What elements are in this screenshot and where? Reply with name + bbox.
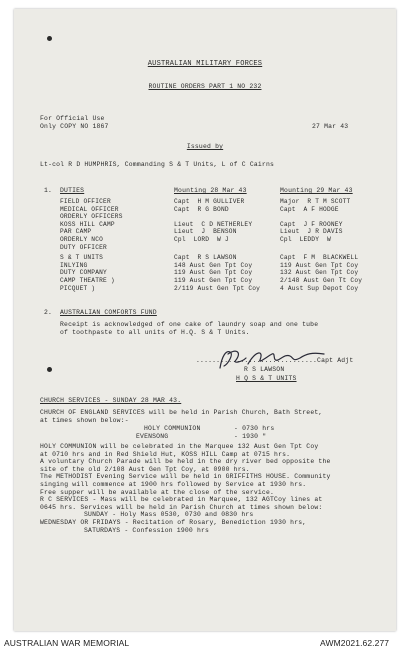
duty-name: S & T UNITS (60, 254, 104, 262)
mounting-29-heading: Mounting 29 Mar 43 (280, 187, 353, 194)
rc-service-time: SUNDAY - Holy Mass 0530, 0730 and 0830 hrs (84, 511, 254, 519)
service-time: - 0730 hrs (234, 425, 275, 432)
copy-number: Only COPY NO 1867 (40, 123, 109, 130)
mounting-28-value: Capt R S LAWSON (174, 254, 237, 262)
mounting-28-value: 2/119 Aust Gen Tpt Coy (174, 284, 261, 292)
mounting-29-value: 4 Aust Sup Depot Coy (280, 284, 359, 292)
section-2-heading: AUSTRALIAN COMFORTS FUND (60, 309, 157, 316)
duty-name: DUTY OFFICER (60, 243, 107, 251)
section-2-line: Receipt is acknowledged of one cake of laundry soap and one tube (60, 321, 319, 328)
church-heading: CHURCH SERVICES - SUNDAY 28 MAR 43. (40, 397, 182, 404)
mounting-29-value: Major R T M SCOTT (280, 198, 351, 205)
church-body-line: A voluntary Church Parade will be held in the dry river bed opposite the (40, 458, 331, 466)
church-body-line: at 0710 hrs and in Red Shield Hut, KOSS HILL Camp at 0715 hrs. (40, 450, 291, 458)
mounting-29-value: Capt J F ROONEY (280, 220, 343, 228)
duty-name: KOSS HILL CAMP (60, 220, 115, 228)
mounting-28-value: 119 Aust Gen Tpt Coy (174, 269, 253, 277)
duty-name: INLYING (60, 261, 88, 269)
section-1-heading: DUTIES (60, 187, 85, 194)
footer-source: AUSTRALIAN WAR MEMORIAL (4, 638, 130, 648)
signatory-unit: H Q S & T UNITS (236, 375, 297, 382)
section-2-number: 2. (44, 309, 53, 316)
document-header: AUSTRALIAN MILITARY FORCES (147, 60, 263, 68)
mounting-28-value: 119 Aust Gen Tpt Coy (174, 277, 253, 284)
mounting-29-value: Cpl LEDDY W (280, 236, 331, 243)
punch-hole-bottom (47, 367, 52, 372)
mounting-28-value: Lieut C D NETHERLEY (174, 220, 253, 228)
church-body-line: site of the old 2/108 Aust Gen Tpt Coy, at 0900 hrs. (40, 465, 250, 473)
rc-service-time: WEDNESDAY OR FRIDAYS - Recitation of Rosary, Benediction 1930 hrs, (40, 519, 307, 526)
service-time: - 1930 " (234, 433, 267, 440)
service-label: EVENSONG (136, 433, 169, 440)
duty-name: PAR CAMP (60, 228, 92, 236)
duty-name: ORDERLY OFFICERS (60, 213, 123, 221)
footer-accession: AWM2021.62.277 (320, 638, 390, 648)
church-intro: CHURCH OF ENGLAND SERVICES will be held in Parish Church, Bath Street, (40, 409, 323, 416)
document-date: 27 Mar 43 (312, 123, 349, 130)
issued-by: Issued by (186, 143, 224, 150)
document-sheet (14, 9, 396, 631)
mounting-29-value: 2/148 Aust Gen Tt Coy (280, 277, 363, 284)
mounting-29-value: Capt A F HODGE (280, 205, 339, 213)
signatory-name: R S LAWSON (244, 366, 285, 373)
church-body-line: HOLY COMMUNION will be celebrated in the Marquee 132 Aust Gen Tpt Coy (40, 443, 319, 450)
commander-line: Lt-col R D HUMPHRIS, Commanding S & T Units, L of C Cairns (40, 161, 275, 168)
mounting-28-value: Lieut J BENSON (174, 228, 237, 236)
section-2-line: of toothpaste to all units of H.Q. S & T Units. (60, 329, 250, 336)
duty-name: PICQUET ) (60, 284, 96, 292)
duty-name: ORDERLY NCO (60, 236, 104, 243)
duty-name: DUTY COMPANY (60, 269, 107, 277)
mounting-28-value: Capt H M GULLIVER (174, 198, 245, 205)
mounting-28-value: 148 Aust Gen Tpt Coy (174, 261, 253, 269)
mounting-29-value: Capt F M BLACKWELL (280, 254, 359, 262)
orders-title: ROUTINE ORDERS PART 1 NO 232 (148, 83, 262, 90)
church-body-line: R C SERVICES - Mass will be celebrated in Marquee, 132 AGTCoy lines at (40, 496, 323, 504)
mounting-29-value: Lieut J R DAVIS (280, 228, 343, 236)
mounting-29-value: 132 Aust Gen Tpt Coy (280, 269, 359, 277)
mounting-28-value: Capt R G BOND (174, 205, 229, 213)
mounting-29-value: 119 Aust Gen Tpt Coy (280, 261, 359, 269)
duty-name: MEDICAL OFFICER (60, 205, 119, 213)
duty-name: CAMP THEATRE ) (60, 277, 115, 284)
signature-line: ..............................Capt Adjt (196, 357, 354, 364)
duty-name: FIELD OFFICER (60, 198, 111, 205)
church-body-line: 0645 hrs. Services will be held in Parish Church at times shown below: (40, 503, 323, 511)
church-intro: at times shown below:- (40, 417, 129, 424)
punch-hole-top (47, 36, 52, 41)
footer-bar (0, 636, 408, 653)
official-use-label: For Official Use (40, 115, 105, 122)
church-body-line: The METHODIST Evening Service will be held in GRIFFITHS HOUSE. Community (40, 473, 331, 481)
church-body-line: Free supper will be available at the close of the service. (40, 488, 275, 496)
church-body-line: singing will commence at 1900 hrs followed by Service at 1930 hrs. (40, 481, 307, 488)
rc-service-time: SATURDAYS - Confession 1900 hrs (84, 526, 210, 534)
mounting-28-heading: Mounting 28 Mar 43 (174, 187, 247, 194)
service-label: HOLY COMMUNION (144, 425, 201, 432)
mounting-28-value: Cpl LORD W J (174, 236, 229, 243)
section-1-number: 1. (44, 187, 53, 194)
